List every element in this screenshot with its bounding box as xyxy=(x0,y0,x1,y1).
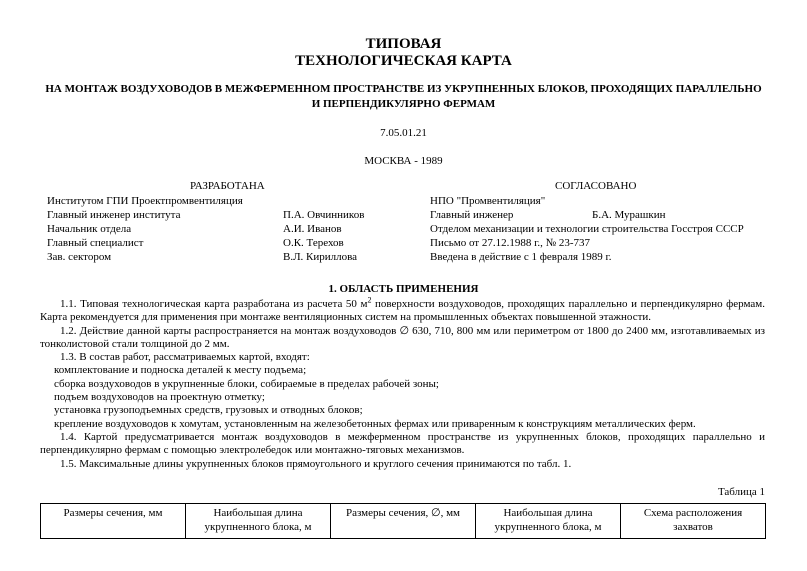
appr-role: Введена в действие с 1 февраля 1989 г. xyxy=(430,251,612,263)
p1-start: 1.1. Типовая технологическая карта разработана из расчета 50 м xyxy=(60,298,368,310)
appr-role: Главный инженер xyxy=(430,209,514,221)
list-item: комплектование и подноска деталей к месту подъема; xyxy=(54,364,307,377)
table-1 xyxy=(40,503,766,539)
p1-sup: 2 xyxy=(367,295,372,305)
paragraph-1-1 xyxy=(40,295,765,325)
doc-city-year: МОСКВА - 1989 xyxy=(364,155,443,167)
table-header-row xyxy=(41,504,766,539)
section-body xyxy=(40,295,765,471)
table-header-cell: Размеры сечения, мм xyxy=(41,504,186,539)
dev-name: А.И. Иванов xyxy=(283,223,342,235)
doc-subtitle: НА МОНТАЖ ВОЗДУХОВОДОВ В МЕЖФЕРМЕННОМ ПРОСТРАНСТВЕ ИЗ УКРУПНЕННЫХ БЛОКОВ, ПРОХОДЯЩИХ ПАРАЛЛЕЛЬНО И ПЕРПЕНДИКУЛЯРНО ФЕРМАМ xyxy=(45,83,762,110)
dev-role: Зав. сектором xyxy=(47,251,112,263)
p1-end: поверхности воздуховодов, проходящих параллельно и перпендикулярно фермам. Карта рекомендуется для применения при монтаже вентиляционных систем на промышленных объектах повышенной этажности. xyxy=(40,298,765,324)
dev-role: Главный специалист xyxy=(47,237,144,249)
paragraph-1-2: 1.2. Действие данной карты распространяется на монтаж воздуховодов ∅ 630, 710, 800 мм или периметром от 1800 до 2400 мм, изготавливаемых из тонколистовой стали толщиной до 2 мм. xyxy=(40,324,765,350)
appr-role: Отделом механизации и технологии строительства Госстроя СССР xyxy=(430,223,744,235)
table-header-cell: Схема расположения захватов xyxy=(621,504,766,539)
list-item: установка грузоподъемных средств, грузовых и отводных блоков; xyxy=(54,404,363,417)
paragraph-1-4: 1.4. Картой предусматривается монтаж воздуховодов в межферменном пространстве из укрупненных блоков, проходящих параллельно и перпендикулярно фермам с помощью электролебедок или монтажно-тяговых механизмов. xyxy=(40,430,765,457)
appr-name: Б.А. Мурашкин xyxy=(592,209,666,221)
doc-code: 7.05.01.21 xyxy=(380,127,427,139)
dev-role: Начальник отдела xyxy=(47,223,132,235)
appr-role: НПО "Промвентиляция" xyxy=(430,195,546,207)
table-caption: Таблица 1 xyxy=(717,486,765,498)
dev-name: П.А. Овчинников xyxy=(283,209,365,221)
section-title: 1. ОБЛАСТЬ ПРИМЕНЕНИЯ xyxy=(328,283,479,295)
appr-role: Письмо от 27.12.1988 г., № 23-737 xyxy=(430,237,591,249)
doc-title-line2: ТЕХНОЛОГИЧЕСКАЯ КАРТА xyxy=(295,53,512,69)
paragraph-1-3: 1.3. В состав работ, рассматриваемых картой, входят: xyxy=(60,351,310,364)
dev-role: Главный инженер института xyxy=(47,209,181,221)
table-header-cell: Размеры сечения, ∅, мм xyxy=(331,504,476,539)
dev-name: В.Л. Кириллова xyxy=(283,251,358,263)
approved-heading: СОГЛАСОВАНО xyxy=(555,180,637,192)
paragraph-1-5: 1.5. Максимальные длины укрупненных блоков прямоугольного и круглого сечения принимаются по табл. 1. xyxy=(60,457,572,470)
table-header-cell: Наибольшая длина укрупненного блока, м xyxy=(476,504,621,539)
dev-role: Институтом ГПИ Проектпромвентиляция xyxy=(47,195,243,207)
doc-title-line1: ТИПОВАЯ xyxy=(365,36,442,52)
table-header-cell: Наибольшая длина укрупненного блока, м xyxy=(186,504,331,539)
developed-heading: РАЗРАБОТАНА xyxy=(190,180,265,192)
dev-name: О.К. Терехов xyxy=(283,237,344,249)
list-item: подъем воздуховодов на проектную отметку; xyxy=(54,391,265,404)
list-item: сборка воздуховодов в укрупненные блоки, собираемые в пределах рабочей зоны; xyxy=(54,377,439,390)
list-item: крепление воздуховодов к хомутам, установленным на железобетонных фермах или приваренным к конструкциям металлических ферм. xyxy=(54,417,696,430)
